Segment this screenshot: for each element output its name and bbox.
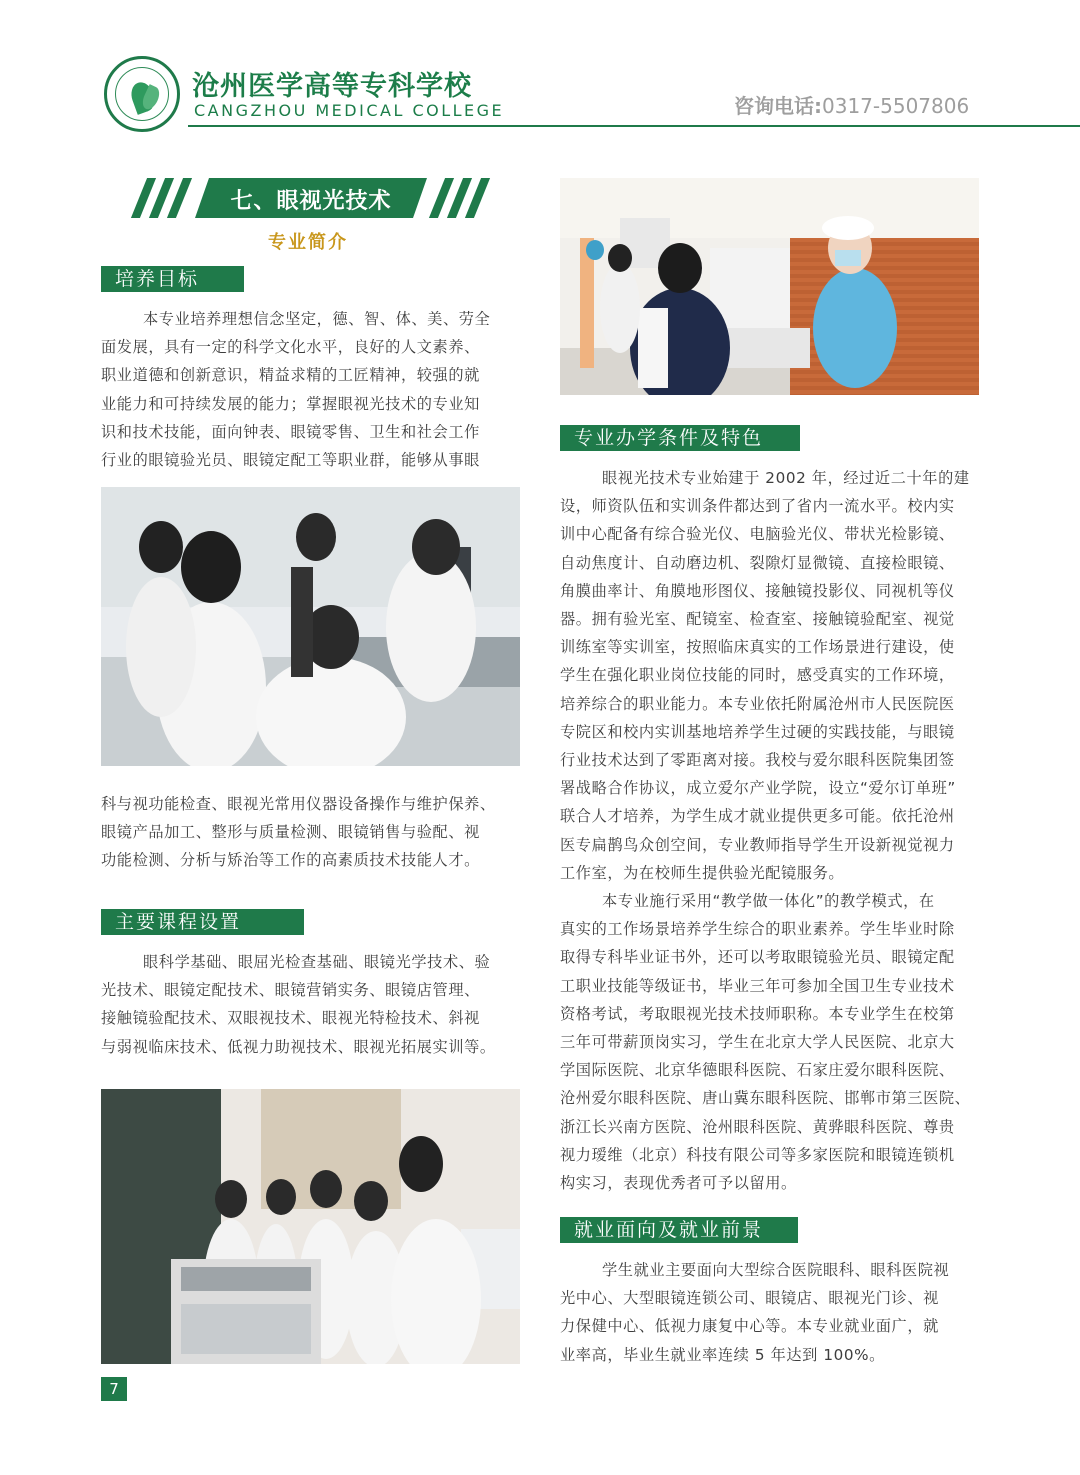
school-name-en: CANGZHOU MEDICAL COLLEGE xyxy=(194,101,505,120)
text-line: 设，师资队伍和实训条件都达到了省内一流水平。校内实 xyxy=(560,497,955,516)
text-line: 角膜曲率计、角膜地形图仪、接触镜投影仪、同视机等仪 xyxy=(560,581,955,600)
header-divider xyxy=(188,125,1080,127)
conditions-heading: 专业办学条件及特色 xyxy=(560,425,800,451)
photo-eye-exam xyxy=(560,178,979,395)
courses-text xyxy=(101,948,521,1061)
text-line: 本专业培养理想信念坚定，德、智、体、美、劳全 xyxy=(143,310,491,328)
section-title: 七、眼视光技术 xyxy=(230,189,392,214)
text-line: 本专业施行采用“教学做一体化”的教学模式，在 xyxy=(602,892,935,911)
photo-students-microscope xyxy=(101,487,520,766)
text-line: 业能力和可持续发展的能力；掌握眼视光技术的专业知 xyxy=(101,394,480,413)
text-line: 资格考试，考取眼视光技术技师职称。本专业学生在校第 xyxy=(560,1004,955,1023)
text-line: 联合人才培养，为学生成才就业提供更多可能。依托沧州 xyxy=(560,807,955,826)
text-line: 三年可带薪顶岗实习，学生在北京大学人民医院、北京大 xyxy=(560,1033,955,1052)
school-name-cn: 沧州医学高等专科学校 xyxy=(192,71,472,102)
employment-heading: 就业面向及就业前景 xyxy=(560,1217,798,1243)
text-line: 训练室等实训室，按照临床真实的工作场景进行建设，使 xyxy=(560,638,955,657)
text-line: 与弱视临床技术、低视力助视技术、眼视光拓展实训等。 xyxy=(101,1037,496,1056)
text-line: 力保健中心、低视力康复中心等。本专业就业面广，就 xyxy=(560,1317,939,1336)
text-line: 业率高，毕业生就业率连续 5 年达到 100%。 xyxy=(560,1345,885,1364)
text-line: 行业技术达到了零距离对接。我校与爱尔眼科医院集团签 xyxy=(560,751,955,770)
text-line: 功能检测、分析与矫治等工作的高素质技术技能人才。 xyxy=(101,851,480,870)
page-number: 7 xyxy=(101,1377,127,1401)
phone-label: 咨询电话: xyxy=(734,94,822,118)
conditions-text xyxy=(560,464,980,1197)
section-title-banner xyxy=(133,178,489,218)
text-line: 职业道德和创新意识，精益求精的工匠精神，较强的就 xyxy=(101,366,480,385)
text-line: 浙江长兴南方医院、沧州眼科医院、黄骅眼科医院、尊贵 xyxy=(560,1117,955,1136)
courses-heading: 主要课程设置 xyxy=(101,909,304,935)
text-line: 眼科学基础、眼屈光检查基础、眼镜光学技术、验 xyxy=(143,953,491,971)
logo-emblem xyxy=(115,67,169,121)
phone-number: 0317-5507806 xyxy=(822,94,970,118)
text-line: 科与视功能检查、眼视光常用仪器设备操作与维护保养、 xyxy=(101,795,496,813)
text-line: 面发展，具有一定的科学文化水平，良好的人文素养、 xyxy=(101,338,480,357)
text-line: 取得专科毕业证书外，还可以考取眼镜验光员、眼镜定配 xyxy=(560,948,955,967)
text-line: 构实习，表现优秀者可予以留用。 xyxy=(560,1174,797,1193)
text-line: 训中心配备有综合验光仪、电脑验光仪、带状光检影镜、 xyxy=(560,525,955,544)
text-line: 光中心、大型眼镜连锁公司、眼镜店、眼视光门诊、视 xyxy=(560,1289,939,1308)
text-line: 学国际医院、北京华德眼科医院、石家庄爱尔眼科医院、 xyxy=(560,1061,955,1080)
section-subtitle: 专业简介 xyxy=(268,232,348,253)
text-line: 行业的眼镜验光员、眼镜定配工等职业群，能够从事眼 xyxy=(101,451,480,470)
text-line: 培养综合的职业能力。本专业依托附属沧州市人民医院医 xyxy=(560,694,955,713)
consult-phone xyxy=(734,90,969,119)
text-line: 学生就业主要面向大型综合医院眼科、眼科医院视 xyxy=(602,1261,950,1279)
text-line: 署战略合作协议，成立爱尔产业学院，设立“爱尔订单班” xyxy=(560,779,956,798)
text-line: 视力瑷维（北京）科技有限公司等多家医院和眼镜连锁机 xyxy=(560,1145,955,1164)
photo-students-instrument xyxy=(101,1089,520,1364)
employment-text xyxy=(560,1256,980,1369)
goals-heading: 培养目标 xyxy=(101,266,244,292)
text-line: 沧州爱尔眼科医院、唐山冀东眼科医院、邯郸市第三医院、 xyxy=(560,1089,971,1108)
text-line: 专院区和校内实训基地培养学生过硬的实践技能，与眼镜 xyxy=(560,722,955,741)
text-line: 学生在强化职业岗位技能的同时，感受真实的工作环境， xyxy=(560,666,955,685)
text-line: 光技术、眼镜定配技术、眼镜营销实务、眼镜店管理、 xyxy=(101,981,480,1000)
text-line: 接触镜验配技术、双眼视技术、眼视光特检技术、斜视 xyxy=(101,1009,480,1028)
text-line: 医专扁鹊鸟众创空间，专业教师指导学生开设新视觉视力 xyxy=(560,835,955,854)
text-line: 自动焦度计、自动磨边机、裂隙灯显微镜、直接检眼镜、 xyxy=(560,553,955,572)
text-line: 工作室，为在校师生提供验光配镜服务。 xyxy=(560,863,845,882)
text-line: 真实的工作场景培养学生综合的职业素养。学生毕业时除 xyxy=(560,920,955,939)
goals-text-bottom xyxy=(101,790,521,875)
text-line: 识和技术技能，面向钟表、眼镜零售、卫生和社会工作 xyxy=(101,422,480,441)
goals-text-top xyxy=(101,305,521,474)
text-line: 眼镜产品加工、整形与质量检测、眼镜销售与验配、视 xyxy=(101,823,480,842)
school-logo xyxy=(104,56,180,132)
text-line: 器。拥有验光室、配镜室、检查室、接触镜验配室、视觉 xyxy=(560,610,955,629)
text-line: 工职业技能等级证书，毕业三年可参加全国卫生专业技术 xyxy=(560,976,955,995)
text-line: 眼视光技术专业始建于 2002 年，经过近二十年的建 xyxy=(602,469,970,487)
